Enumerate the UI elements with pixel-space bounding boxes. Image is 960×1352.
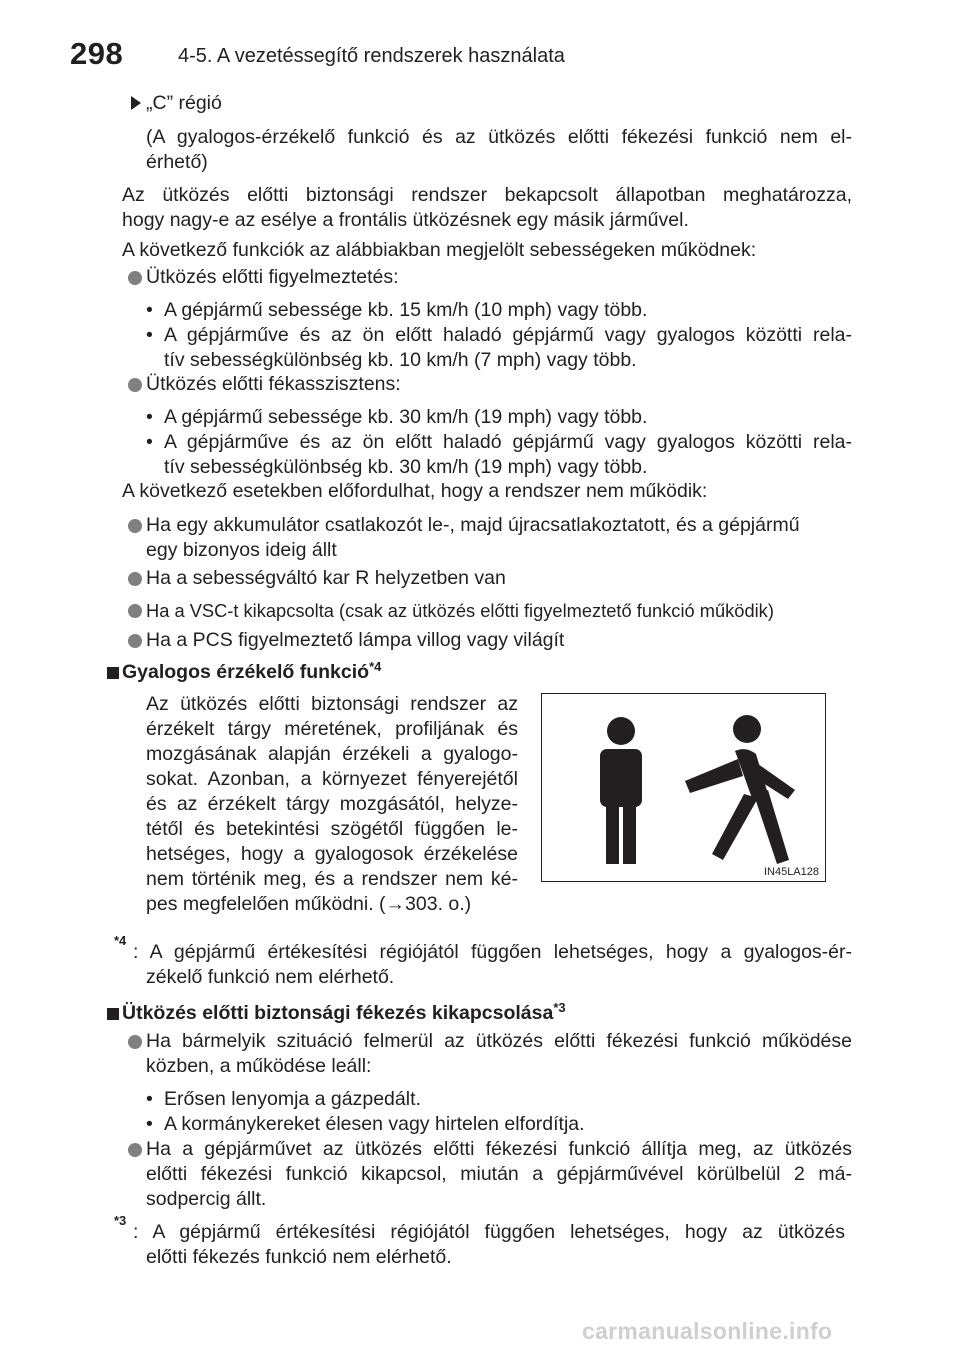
footnote3-mark [114, 1214, 126, 1239]
pedestrian-heading [122, 660, 381, 685]
circle-bullet-icon [128, 519, 142, 533]
disable-heading-sup: *3 [553, 1000, 566, 1015]
disable-item1-line1: Ha bármelyik szituáció felmerül az ütközés előtti fékezési funkció működése [146, 1030, 852, 1052]
brake-assist-item2-line1: A gépjárműve és az ön előtt haladó gépjármű vagy gyalogos közötti rela- [164, 431, 852, 453]
circle-bullet-icon [128, 1143, 142, 1157]
not-working-item3: Ha a VSC-t kikapcsolta (csak az ütközés előtti figyelmeztető funkció működik) [146, 600, 774, 621]
standing-pedestrian-icon [600, 717, 642, 864]
footnote4-line1: : A gépjármű értékesítési régiójától függően lehetséges, hogy a gyalogos-ér- [133, 941, 852, 963]
pedestrian-description [146, 692, 518, 917]
c-region-note-line2: érhető) [146, 151, 208, 173]
intro-line1: Az ütközés előtti biztonsági rendszer bekapcsolt állapotban meghatározza, [122, 184, 852, 206]
brake-assist-item2-line2: tív sebességkülönbség kb. 30 km/h (19 mph) vagy több. [164, 456, 648, 478]
watermark: carmanualsonline.info [582, 1318, 833, 1344]
walking-pedestrian-icon [685, 715, 795, 864]
pedestrian-desc-line: mozgásának alapján érzékeli a gyalogo- [146, 743, 518, 765]
dot-bullet-icon: • [146, 324, 153, 346]
disable-item2-line2: előtti fékezési funkció kikapcsol, miután a gépjárművével körülbelül 2 má- [146, 1163, 852, 1185]
warning-item2-line2: tív sebességkülönbség kb. 10 km/h (7 mph) vagy több. [164, 349, 637, 371]
disable-heading-text: Ütközés előtti biztonsági fékezés kikapcsolása [122, 1002, 554, 1024]
pedestrian-desc-line: érzékelt tárgy méretének, profiljának és [146, 718, 518, 740]
pedestrian-heading-text: Gyalogos érzékelő funkció [122, 661, 370, 683]
footnote3-line1: : A gépjármű értékesítési régiójától függően lehetséges, hogy az ütközés [133, 1221, 845, 1243]
chapter-title: 4-5. A vezetéssegítő rendszerek használata [178, 45, 565, 67]
pedestrian-desc-line: Az ütközés előtti biztonsági rendszer az [146, 693, 518, 715]
disable-heading [122, 1001, 566, 1026]
footnote4-sup: *4 [114, 933, 127, 948]
disable-item1-line2: közben, a működése leáll: [146, 1055, 372, 1077]
intro-speeds: A következő funkciók az alábbiakban megjelölt sebességeken működnek: [122, 239, 757, 261]
not-working-item1-line2: egy bizonyos ideig állt [146, 539, 337, 561]
circle-bullet-icon [128, 378, 142, 392]
page-number: 298 [70, 36, 124, 71]
warning-item2-line1: A gépjárműve és az ön előtt haladó gépjármű vagy gyalogos közötti rela- [164, 324, 852, 346]
circle-bullet-icon [128, 572, 142, 586]
not-working-item4: Ha a PCS figyelmeztető lámpa villog vagy világít [146, 629, 565, 651]
pedestrian-desc-line: és az érzékelt tárgy mozgásától, helyze- [146, 793, 518, 815]
figure-code-label: IN45LA128 [763, 866, 819, 878]
footnote4-mark [114, 934, 126, 959]
brake-assist-item1: A gépjármű sebessége kb. 30 km/h (19 mph) vagy több. [164, 406, 648, 428]
dot-bullet-icon: • [146, 431, 153, 453]
not-working-item1-line1: Ha egy akkumulátor csatlakozót le-, majd újracsatlakoztatott, és a gépjármű [146, 514, 800, 536]
pedestrian-desc-line: tétől és betekintési szögétől függően le- [146, 818, 518, 840]
dot-bullet-icon: • [146, 1088, 153, 1110]
circle-bullet-icon [128, 1035, 142, 1049]
disable-sub2: A kormánykereket élesen vagy hirtelen elfordítja. [164, 1113, 585, 1135]
disable-sub1: Erősen lenyomja a gázpedált. [164, 1088, 421, 1110]
warning-title: Ütközés előtti figyelmeztetés: [146, 266, 399, 288]
disable-item2-line3: sodpercig állt. [146, 1188, 267, 1210]
square-heading-icon [107, 667, 119, 679]
square-heading-icon [107, 1008, 119, 1020]
circle-bullet-icon [128, 271, 142, 285]
dot-bullet-icon: • [146, 1113, 153, 1135]
pedestrian-desc-line: hetséges, hogy a gyalogosok érzékelése [146, 843, 518, 865]
pedestrian-desc-line: sokat. Azonban, a környezet fényerejétől [146, 768, 518, 790]
c-region-note-line1: (A gyalogos-érzékelő funkció és az ütközés előtti fékezési funkció nem el- [146, 126, 852, 148]
pedestrian-desc-line: nem történik meg, és a rendszer nem ké- [146, 868, 518, 890]
footnote4-line2: zékelő funkció nem elérhető. [146, 966, 395, 988]
warning-item1: A gépjármű sebessége kb. 15 km/h (10 mph) vagy több. [164, 299, 648, 321]
intro-line2: hogy nagy-e az esélye a frontális ütközésnek egy másik járművel. [122, 209, 689, 231]
footnote3-line2: előtti fékezés funkció nem elérhető. [146, 1246, 452, 1268]
dot-bullet-icon: • [146, 299, 153, 321]
pedestrian-desc-last-line: pes megfelelően működni. (→303. o.) [146, 893, 472, 915]
c-region-title: „C” régió [146, 92, 222, 114]
brake-assist-title: Ütközés előtti fékasszisztens: [146, 373, 401, 395]
triangle-bullet-icon [131, 96, 141, 110]
pedestrian-heading-sup: *4 [369, 659, 382, 674]
circle-bullet-icon [128, 634, 142, 648]
pedestrian-figure [541, 693, 826, 882]
circle-bullet-icon [128, 604, 142, 618]
disable-item2-line1: Ha a gépjárművet az ütközés előtti fékezési funkció állítja meg, az ütközés [146, 1138, 852, 1160]
dot-bullet-icon: • [146, 406, 153, 428]
not-working-intro: A következő esetekben előfordulhat, hogy a rendszer nem működik: [122, 480, 708, 502]
footnote3-sup: *3 [114, 1213, 127, 1228]
not-working-item2: Ha a sebességváltó kar R helyzetben van [146, 567, 506, 589]
